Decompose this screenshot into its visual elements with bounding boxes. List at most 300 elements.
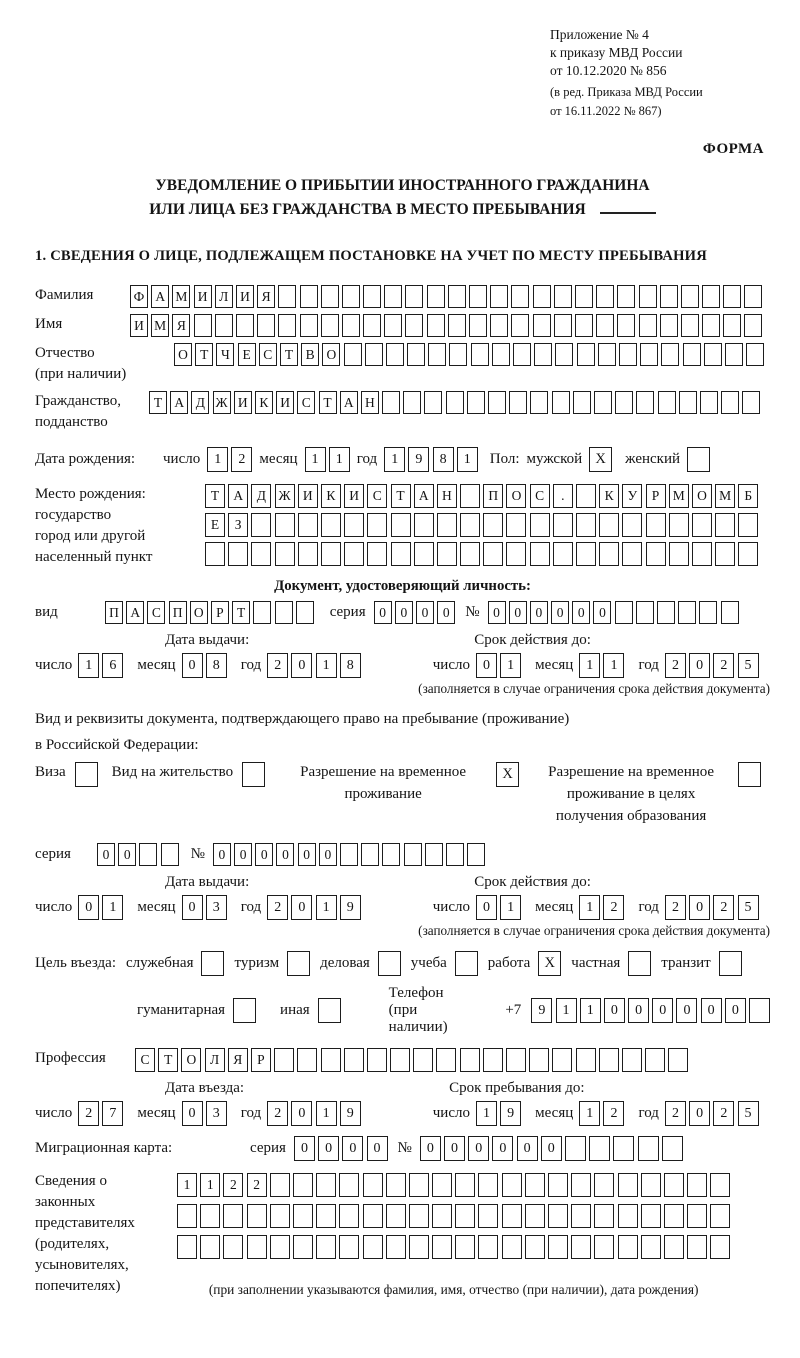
char-cell[interactable]: [668, 1048, 688, 1072]
char-cell[interactable]: [639, 314, 657, 337]
char-cell[interactable]: [274, 1048, 294, 1072]
char-cell[interactable]: [738, 513, 758, 537]
char-cell[interactable]: 2: [713, 653, 734, 678]
char-cell[interactable]: [427, 314, 445, 337]
char-cell[interactable]: [483, 542, 503, 566]
char-cell[interactable]: 0: [551, 601, 569, 624]
char-cell[interactable]: [530, 542, 550, 566]
char-cell[interactable]: 0: [488, 601, 506, 624]
char-cell[interactable]: 0: [255, 843, 273, 866]
char-cell[interactable]: [296, 601, 314, 624]
char-cell[interactable]: [483, 1048, 503, 1072]
char-cell[interactable]: К: [255, 391, 273, 414]
char-cell[interactable]: [409, 1235, 429, 1259]
char-cell[interactable]: 2: [603, 1101, 624, 1126]
char-cell[interactable]: С: [530, 484, 550, 508]
char-cell[interactable]: [275, 542, 295, 566]
char-cell[interactable]: З: [228, 513, 248, 537]
residence-permit-checkbox[interactable]: [242, 762, 265, 787]
purpose-private-checkbox[interactable]: [628, 951, 651, 976]
char-cell[interactable]: [721, 601, 739, 624]
char-cell[interactable]: [710, 1235, 730, 1259]
char-cell[interactable]: К: [599, 484, 619, 508]
char-cell[interactable]: [571, 1204, 591, 1228]
char-cell[interactable]: И: [276, 391, 294, 414]
char-cell[interactable]: О: [190, 601, 208, 624]
char-cell[interactable]: [478, 1204, 498, 1228]
char-cell[interactable]: О: [174, 343, 192, 366]
char-cell[interactable]: [596, 285, 614, 308]
char-cell[interactable]: 0: [294, 1136, 315, 1161]
char-cell[interactable]: [664, 1235, 684, 1259]
char-cell[interactable]: [613, 1136, 634, 1161]
char-cell[interactable]: [700, 391, 718, 414]
char-cell[interactable]: 1: [579, 895, 600, 920]
char-cell[interactable]: [478, 1173, 498, 1197]
temp-residence-education-checkbox[interactable]: [738, 762, 761, 787]
char-cell[interactable]: 0: [628, 998, 649, 1023]
char-cell[interactable]: [469, 285, 487, 308]
char-cell[interactable]: Ч: [216, 343, 234, 366]
char-cell[interactable]: [687, 1235, 707, 1259]
char-cell[interactable]: 0: [276, 843, 294, 866]
char-cell[interactable]: Л: [215, 285, 233, 308]
char-cell[interactable]: [390, 1048, 410, 1072]
char-cell[interactable]: 0: [593, 601, 611, 624]
char-cell[interactable]: [506, 1048, 526, 1072]
char-cell[interactable]: [460, 542, 480, 566]
char-cell[interactable]: [344, 542, 364, 566]
char-cell[interactable]: [687, 1173, 707, 1197]
char-cell[interactable]: [455, 1204, 475, 1228]
char-cell[interactable]: Д: [191, 391, 209, 414]
char-cell[interactable]: 9: [531, 998, 552, 1023]
char-cell[interactable]: [342, 314, 360, 337]
char-cell[interactable]: [723, 314, 741, 337]
char-cell[interactable]: [525, 1235, 545, 1259]
char-cell[interactable]: 1: [603, 653, 624, 678]
char-cell[interactable]: [200, 1204, 220, 1228]
char-cell[interactable]: [177, 1235, 197, 1259]
char-cell[interactable]: [424, 391, 442, 414]
char-cell[interactable]: У: [622, 484, 642, 508]
char-cell[interactable]: [344, 1048, 364, 1072]
char-cell[interactable]: [553, 542, 573, 566]
char-cell[interactable]: 0: [444, 1136, 465, 1161]
char-cell[interactable]: 0: [291, 1101, 312, 1126]
char-cell[interactable]: [664, 1173, 684, 1197]
char-cell[interactable]: 5: [738, 653, 759, 678]
char-cell[interactable]: 2: [78, 1101, 99, 1126]
char-cell[interactable]: [139, 843, 157, 866]
char-cell[interactable]: [446, 843, 464, 866]
char-cell[interactable]: [298, 513, 318, 537]
char-cell[interactable]: [553, 513, 573, 537]
char-cell[interactable]: [161, 843, 179, 866]
purpose-transit-checkbox[interactable]: [719, 951, 742, 976]
char-cell[interactable]: 2: [231, 447, 252, 472]
char-cell[interactable]: [384, 285, 402, 308]
char-cell[interactable]: [525, 1204, 545, 1228]
char-cell[interactable]: [615, 391, 633, 414]
char-cell[interactable]: [681, 285, 699, 308]
char-cell[interactable]: [414, 542, 434, 566]
char-cell[interactable]: 1: [78, 653, 99, 678]
char-cell[interactable]: 0: [689, 895, 710, 920]
char-cell[interactable]: [594, 1204, 614, 1228]
char-cell[interactable]: [382, 391, 400, 414]
char-cell[interactable]: [404, 843, 422, 866]
char-cell[interactable]: [618, 1204, 638, 1228]
char-cell[interactable]: [449, 343, 467, 366]
char-cell[interactable]: 1: [500, 895, 521, 920]
char-cell[interactable]: И: [298, 484, 318, 508]
char-cell[interactable]: О: [692, 484, 712, 508]
char-cell[interactable]: [661, 343, 679, 366]
char-cell[interactable]: [200, 1235, 220, 1259]
char-cell[interactable]: [638, 1136, 659, 1161]
char-cell[interactable]: А: [151, 285, 169, 308]
char-cell[interactable]: [525, 1173, 545, 1197]
char-cell[interactable]: [576, 484, 596, 508]
char-cell[interactable]: 0: [213, 843, 231, 866]
char-cell[interactable]: [548, 1235, 568, 1259]
char-cell[interactable]: О: [181, 1048, 201, 1072]
char-cell[interactable]: [275, 513, 295, 537]
char-cell[interactable]: [699, 601, 717, 624]
char-cell[interactable]: [483, 513, 503, 537]
char-cell[interactable]: [251, 542, 271, 566]
char-cell[interactable]: [571, 1235, 591, 1259]
char-cell[interactable]: 0: [701, 998, 722, 1023]
char-cell[interactable]: [215, 314, 233, 337]
purpose-other-checkbox[interactable]: [318, 998, 341, 1023]
char-cell[interactable]: Т: [195, 343, 213, 366]
char-cell[interactable]: 0: [234, 843, 252, 866]
char-cell[interactable]: [555, 343, 573, 366]
char-cell[interactable]: [715, 513, 735, 537]
char-cell[interactable]: [622, 542, 642, 566]
char-cell[interactable]: 0: [652, 998, 673, 1023]
char-cell[interactable]: [437, 542, 457, 566]
char-cell[interactable]: 2: [665, 653, 686, 678]
char-cell[interactable]: А: [340, 391, 358, 414]
char-cell[interactable]: [436, 1048, 456, 1072]
char-cell[interactable]: 9: [340, 1101, 361, 1126]
char-cell[interactable]: [599, 1048, 619, 1072]
char-cell[interactable]: 2: [665, 1101, 686, 1126]
char-cell[interactable]: [407, 343, 425, 366]
char-cell[interactable]: [506, 513, 526, 537]
char-cell[interactable]: [321, 314, 339, 337]
char-cell[interactable]: И: [234, 391, 252, 414]
char-cell[interactable]: [679, 391, 697, 414]
char-cell[interactable]: 6: [102, 653, 123, 678]
char-cell[interactable]: [576, 1048, 596, 1072]
char-cell[interactable]: [432, 1235, 452, 1259]
char-cell[interactable]: [576, 513, 596, 537]
char-cell[interactable]: И: [194, 285, 212, 308]
char-cell[interactable]: Ж: [213, 391, 231, 414]
char-cell[interactable]: С: [135, 1048, 155, 1072]
char-cell[interactable]: [571, 1173, 591, 1197]
char-cell[interactable]: [403, 391, 421, 414]
char-cell[interactable]: [339, 1235, 359, 1259]
char-cell[interactable]: [386, 1204, 406, 1228]
purpose-humanitarian-checkbox[interactable]: [233, 998, 256, 1023]
char-cell[interactable]: [490, 285, 508, 308]
char-cell[interactable]: 0: [572, 601, 590, 624]
char-cell[interactable]: С: [147, 601, 165, 624]
char-cell[interactable]: [599, 513, 619, 537]
temp-residence-checkbox[interactable]: X: [496, 762, 519, 787]
char-cell[interactable]: [615, 601, 633, 624]
char-cell[interactable]: 8: [206, 653, 227, 678]
char-cell[interactable]: [413, 1048, 433, 1072]
char-cell[interactable]: [342, 285, 360, 308]
char-cell[interactable]: [552, 1048, 572, 1072]
char-cell[interactable]: [382, 843, 400, 866]
char-cell[interactable]: [386, 1173, 406, 1197]
char-cell[interactable]: [618, 1173, 638, 1197]
char-cell[interactable]: 8: [340, 653, 361, 678]
char-cell[interactable]: [409, 1173, 429, 1197]
char-cell[interactable]: 1: [329, 447, 350, 472]
char-cell[interactable]: 0: [676, 998, 697, 1023]
char-cell[interactable]: 5: [738, 1101, 759, 1126]
char-cell[interactable]: [321, 285, 339, 308]
char-cell[interactable]: [432, 1173, 452, 1197]
char-cell[interactable]: А: [170, 391, 188, 414]
char-cell[interactable]: [509, 391, 527, 414]
char-cell[interactable]: Е: [205, 513, 225, 537]
char-cell[interactable]: [506, 542, 526, 566]
char-cell[interactable]: 0: [476, 653, 497, 678]
char-cell[interactable]: [490, 314, 508, 337]
char-cell[interactable]: [710, 1173, 730, 1197]
char-cell[interactable]: [596, 314, 614, 337]
char-cell[interactable]: 0: [492, 1136, 513, 1161]
char-cell[interactable]: 1: [207, 447, 228, 472]
char-cell[interactable]: [363, 285, 381, 308]
char-cell[interactable]: В: [301, 343, 319, 366]
char-cell[interactable]: [414, 513, 434, 537]
char-cell[interactable]: [467, 843, 485, 866]
char-cell[interactable]: [448, 314, 466, 337]
char-cell[interactable]: [646, 542, 666, 566]
char-cell[interactable]: [448, 285, 466, 308]
char-cell[interactable]: [669, 513, 689, 537]
char-cell[interactable]: 0: [689, 1101, 710, 1126]
char-cell[interactable]: [270, 1235, 290, 1259]
char-cell[interactable]: [617, 314, 635, 337]
purpose-official-checkbox[interactable]: [201, 951, 224, 976]
char-cell[interactable]: Д: [251, 484, 271, 508]
char-cell[interactable]: [641, 1204, 661, 1228]
char-cell[interactable]: [641, 1235, 661, 1259]
char-cell[interactable]: [710, 1204, 730, 1228]
char-cell[interactable]: П: [483, 484, 503, 508]
char-cell[interactable]: [363, 314, 381, 337]
char-cell[interactable]: О: [322, 343, 340, 366]
char-cell[interactable]: 0: [517, 1136, 538, 1161]
char-cell[interactable]: Т: [205, 484, 225, 508]
char-cell[interactable]: [363, 1204, 383, 1228]
char-cell[interactable]: [455, 1235, 475, 1259]
char-cell[interactable]: 0: [118, 843, 136, 866]
purpose-tourism-checkbox[interactable]: [287, 951, 310, 976]
char-cell[interactable]: Б: [738, 484, 758, 508]
char-cell[interactable]: 8: [433, 447, 454, 472]
char-cell[interactable]: [467, 391, 485, 414]
char-cell[interactable]: М: [715, 484, 735, 508]
char-cell[interactable]: Т: [232, 601, 250, 624]
char-cell[interactable]: [646, 513, 666, 537]
char-cell[interactable]: [658, 391, 676, 414]
char-cell[interactable]: [704, 343, 722, 366]
char-cell[interactable]: [363, 1235, 383, 1259]
char-cell[interactable]: 2: [247, 1173, 267, 1197]
char-cell[interactable]: [432, 1204, 452, 1228]
char-cell[interactable]: [533, 314, 551, 337]
char-cell[interactable]: [278, 285, 296, 308]
char-cell[interactable]: [478, 1235, 498, 1259]
char-cell[interactable]: [316, 1204, 336, 1228]
char-cell[interactable]: [321, 513, 341, 537]
char-cell[interactable]: 0: [509, 601, 527, 624]
char-cell[interactable]: [742, 391, 760, 414]
char-cell[interactable]: 0: [689, 653, 710, 678]
char-cell[interactable]: О: [506, 484, 526, 508]
char-cell[interactable]: [678, 601, 696, 624]
char-cell[interactable]: М: [172, 285, 190, 308]
char-cell[interactable]: [228, 542, 248, 566]
char-cell[interactable]: Т: [280, 343, 298, 366]
char-cell[interactable]: [471, 343, 489, 366]
char-cell[interactable]: 9: [408, 447, 429, 472]
char-cell[interactable]: [460, 484, 480, 508]
char-cell[interactable]: 2: [665, 895, 686, 920]
char-cell[interactable]: [725, 343, 743, 366]
char-cell[interactable]: [361, 843, 379, 866]
char-cell[interactable]: [529, 1048, 549, 1072]
char-cell[interactable]: 1: [102, 895, 123, 920]
char-cell[interactable]: 1: [580, 998, 601, 1023]
char-cell[interactable]: Р: [646, 484, 666, 508]
char-cell[interactable]: [502, 1204, 522, 1228]
char-cell[interactable]: 9: [340, 895, 361, 920]
char-cell[interactable]: 0: [395, 601, 413, 624]
char-cell[interactable]: [594, 1235, 614, 1259]
char-cell[interactable]: [641, 1173, 661, 1197]
char-cell[interactable]: [622, 1048, 642, 1072]
char-cell[interactable]: [488, 391, 506, 414]
char-cell[interactable]: [293, 1204, 313, 1228]
char-cell[interactable]: [251, 513, 271, 537]
char-cell[interactable]: [391, 513, 411, 537]
char-cell[interactable]: [293, 1173, 313, 1197]
char-cell[interactable]: [344, 343, 362, 366]
char-cell[interactable]: [460, 1048, 480, 1072]
char-cell[interactable]: 0: [437, 601, 455, 624]
char-cell[interactable]: Т: [158, 1048, 178, 1072]
char-cell[interactable]: [576, 542, 596, 566]
char-cell[interactable]: Т: [149, 391, 167, 414]
char-cell[interactable]: М: [669, 484, 689, 508]
char-cell[interactable]: 5: [738, 895, 759, 920]
char-cell[interactable]: 1: [316, 895, 337, 920]
char-cell[interactable]: 0: [374, 601, 392, 624]
char-cell[interactable]: Е: [238, 343, 256, 366]
char-cell[interactable]: [511, 314, 529, 337]
char-cell[interactable]: 2: [713, 895, 734, 920]
char-cell[interactable]: [657, 601, 675, 624]
char-cell[interactable]: 3: [206, 1101, 227, 1126]
char-cell[interactable]: [622, 513, 642, 537]
char-cell[interactable]: [715, 542, 735, 566]
char-cell[interactable]: [575, 285, 593, 308]
char-cell[interactable]: [683, 343, 701, 366]
char-cell[interactable]: [738, 542, 758, 566]
char-cell[interactable]: [460, 513, 480, 537]
purpose-work-checkbox[interactable]: X: [538, 951, 561, 976]
char-cell[interactable]: 0: [182, 1101, 203, 1126]
char-cell[interactable]: [594, 391, 612, 414]
char-cell[interactable]: [723, 285, 741, 308]
char-cell[interactable]: [599, 542, 619, 566]
char-cell[interactable]: 1: [384, 447, 405, 472]
char-cell[interactable]: [502, 1173, 522, 1197]
char-cell[interactable]: [617, 285, 635, 308]
char-cell[interactable]: [619, 343, 637, 366]
char-cell[interactable]: [405, 285, 423, 308]
char-cell[interactable]: Л: [205, 1048, 225, 1072]
char-cell[interactable]: [662, 1136, 683, 1161]
char-cell[interactable]: [749, 998, 770, 1023]
char-cell[interactable]: [340, 843, 358, 866]
char-cell[interactable]: 0: [291, 653, 312, 678]
char-cell[interactable]: [384, 314, 402, 337]
char-cell[interactable]: 0: [342, 1136, 363, 1161]
char-cell[interactable]: .: [553, 484, 573, 508]
char-cell[interactable]: [223, 1204, 243, 1228]
char-cell[interactable]: 2: [603, 895, 624, 920]
char-cell[interactable]: [223, 1235, 243, 1259]
char-cell[interactable]: [502, 1235, 522, 1259]
char-cell[interactable]: [565, 1136, 586, 1161]
char-cell[interactable]: 0: [530, 601, 548, 624]
char-cell[interactable]: 0: [291, 895, 312, 920]
char-cell[interactable]: 1: [579, 1101, 600, 1126]
char-cell[interactable]: [253, 601, 271, 624]
char-cell[interactable]: [669, 542, 689, 566]
char-cell[interactable]: [293, 1235, 313, 1259]
char-cell[interactable]: 0: [318, 1136, 339, 1161]
char-cell[interactable]: [744, 285, 762, 308]
char-cell[interactable]: М: [151, 314, 169, 337]
char-cell[interactable]: Я: [172, 314, 190, 337]
char-cell[interactable]: 9: [500, 1101, 521, 1126]
char-cell[interactable]: [664, 1204, 684, 1228]
visa-checkbox[interactable]: [75, 762, 98, 787]
char-cell[interactable]: 1: [177, 1173, 197, 1197]
char-cell[interactable]: 0: [725, 998, 746, 1023]
char-cell[interactable]: [721, 391, 739, 414]
char-cell[interactable]: С: [259, 343, 277, 366]
char-cell[interactable]: [660, 285, 678, 308]
purpose-study-checkbox[interactable]: [455, 951, 478, 976]
char-cell[interactable]: 1: [316, 1101, 337, 1126]
